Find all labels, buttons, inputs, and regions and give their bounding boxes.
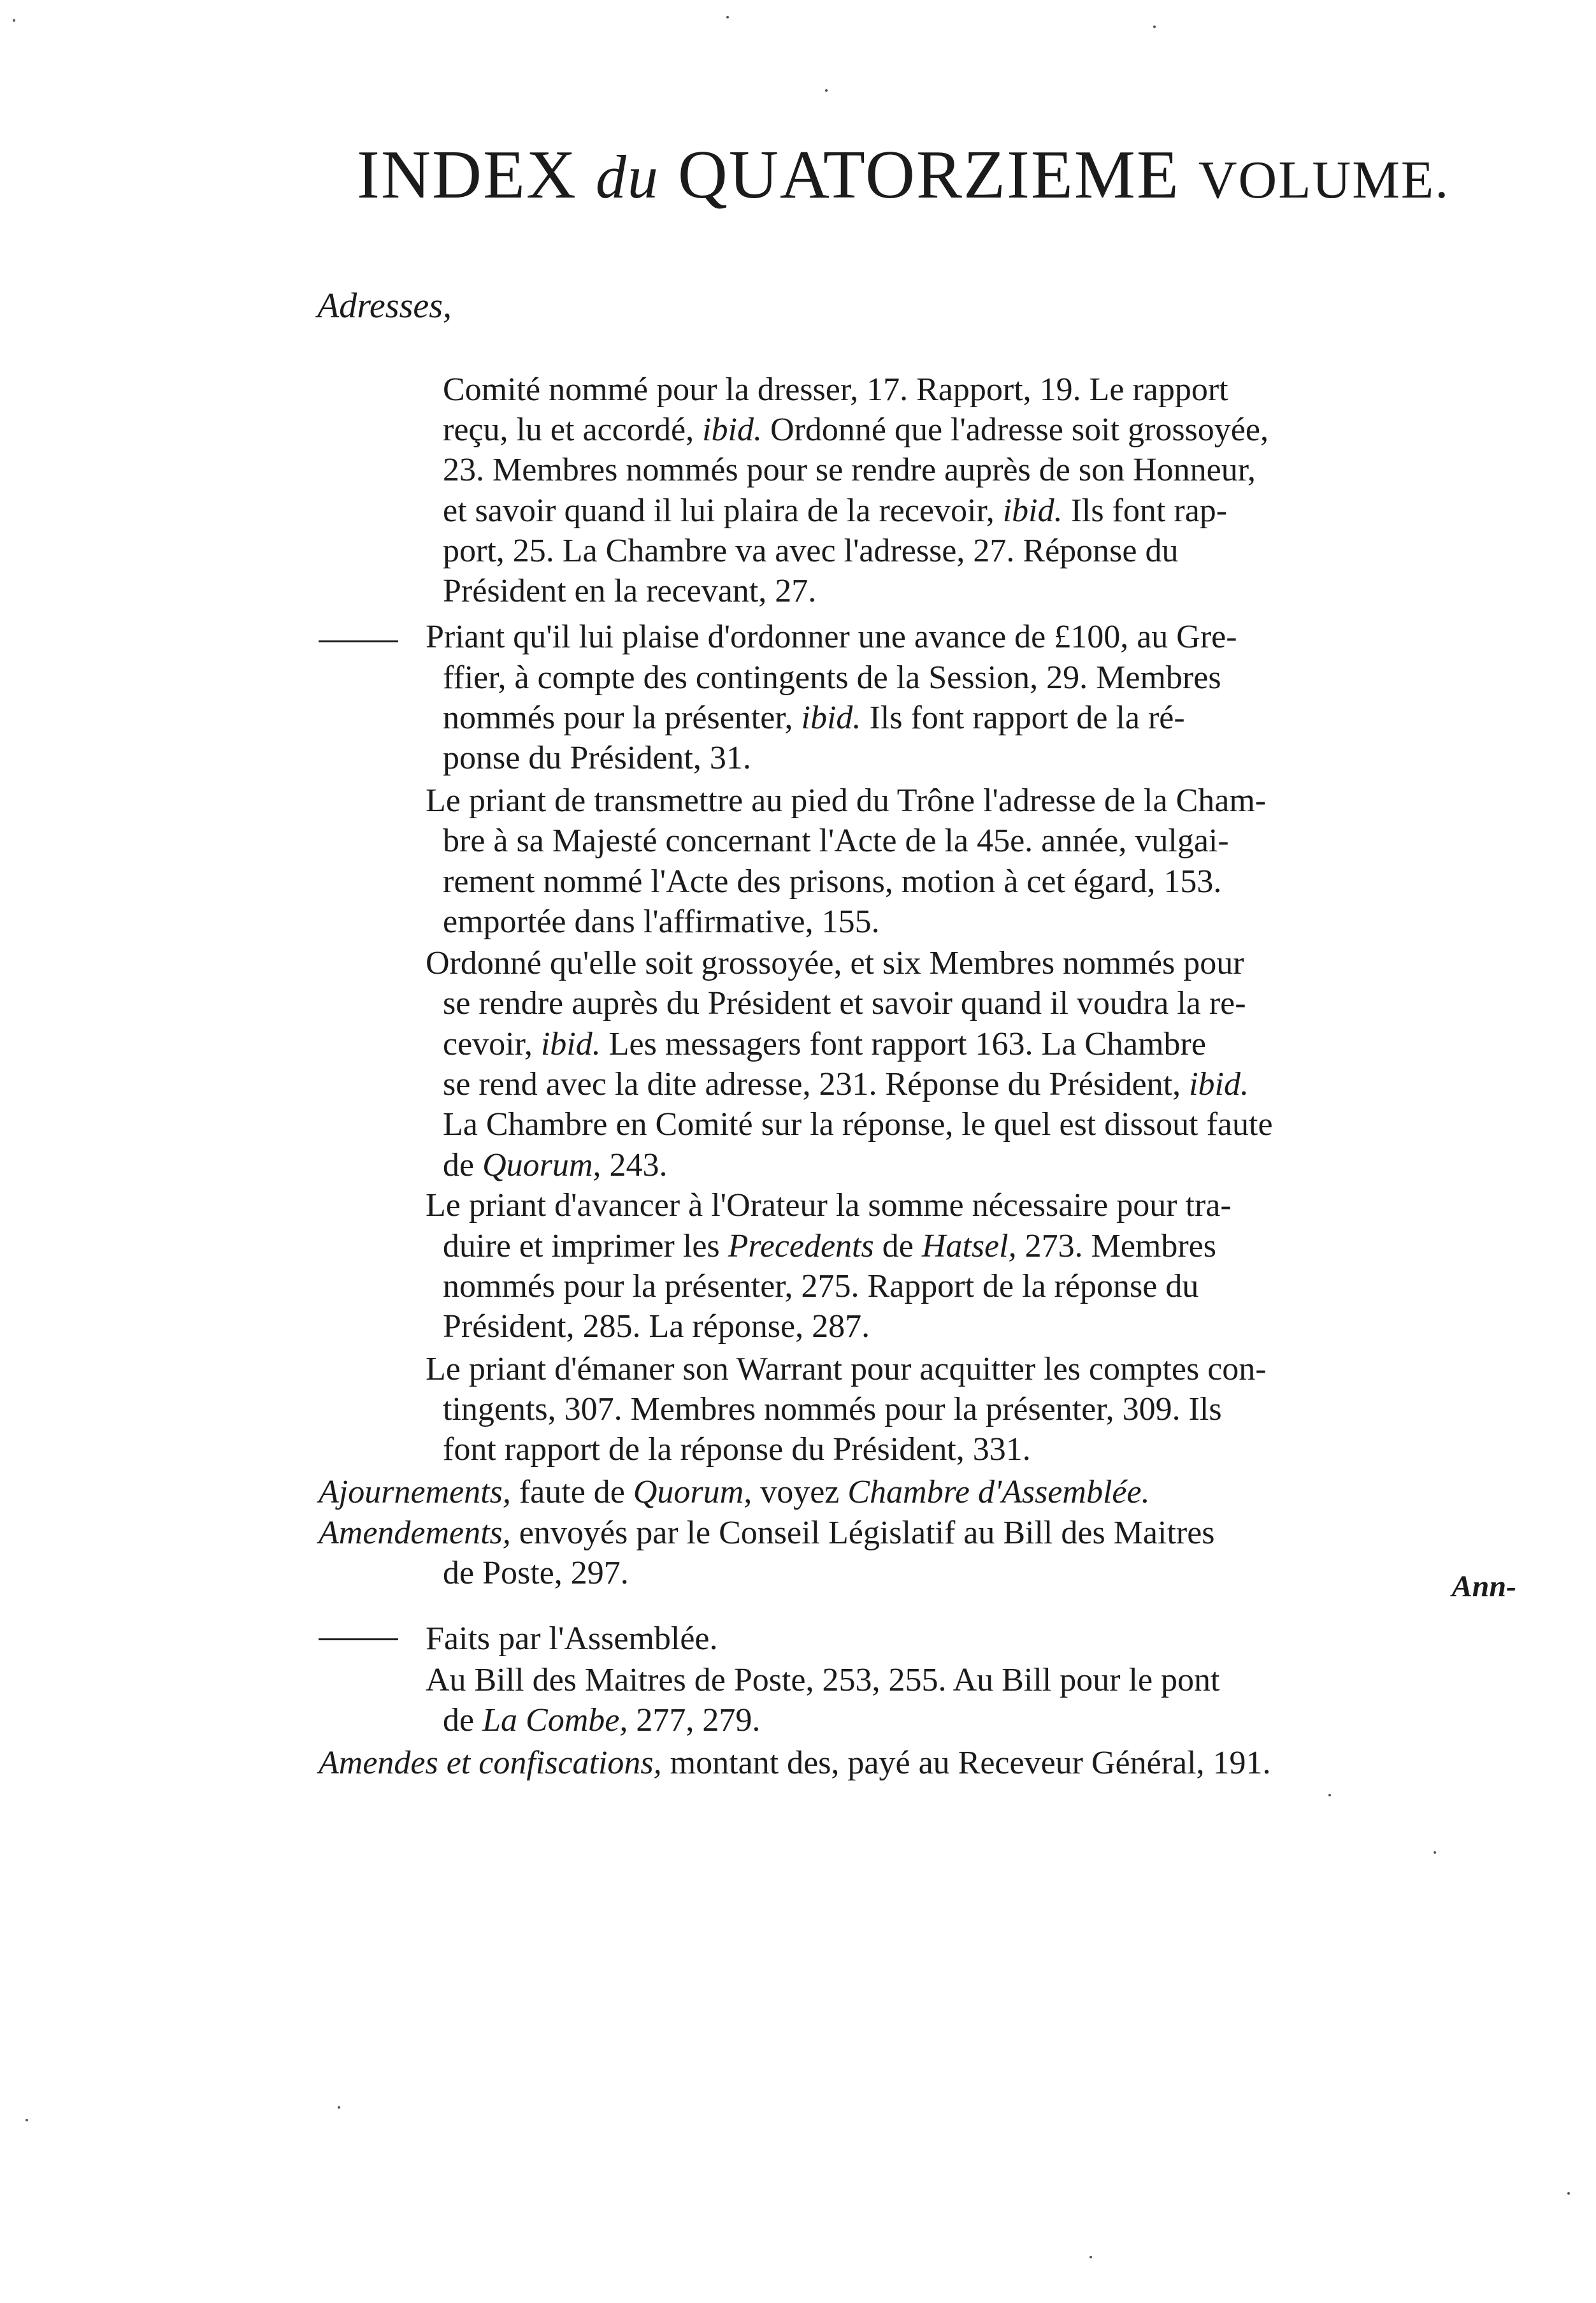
line-text: Priant qu'il lui plaise d'ordonner une avance de £100, au Gre- — [426, 619, 1237, 655]
line-text: nommés pour la présenter, — [443, 700, 802, 736]
index-line — [443, 491, 1227, 531]
index-line — [443, 1553, 629, 1594]
line-text: port, 25. La Chambre va avec l'adresse, 27. Réponse du — [443, 533, 1179, 569]
italic-term: Amendes et confiscations, — [319, 1745, 662, 1781]
index-line — [443, 698, 1185, 739]
paper-speck — [1153, 25, 1156, 28]
index-line — [443, 1306, 870, 1347]
line-text: de — [443, 1702, 483, 1738]
line-text: ffier, à compte des contingents de la Session, 29. Membres — [443, 660, 1221, 696]
line-text: duire et imprimer les — [443, 1228, 728, 1264]
line-text: de Poste, 297. — [443, 1555, 629, 1591]
line-text: Ils font rapport de la ré- — [861, 700, 1185, 736]
em-dash-rule — [319, 1638, 398, 1640]
line-text: ponse du Président, 31. — [443, 740, 751, 776]
index-line — [443, 1145, 667, 1186]
paper-speck — [338, 2106, 340, 2109]
index-line — [319, 1513, 1215, 1554]
line-text: de — [873, 1228, 922, 1264]
line-text: rement nommé l'Acte des prisons, motion à cet égard, 153. — [443, 863, 1222, 900]
line-text: La Chambre en Comité sur la réponse, le quel est dissout faute — [443, 1106, 1273, 1143]
index-line — [426, 781, 1266, 821]
italic-term: ibid. — [801, 700, 861, 736]
index-line — [426, 617, 1237, 658]
catchword: Ann- — [1451, 1570, 1516, 1603]
line-text: 273. Membres — [1016, 1228, 1216, 1264]
line-text: voyez — [752, 1474, 848, 1510]
italic-term: Chambre d'Assemblée. — [847, 1474, 1150, 1510]
index-line — [443, 1266, 1198, 1307]
line-text: font rapport de la réponse du Président, 331. — [443, 1431, 1031, 1468]
line-text: bre à sa Majesté concernant l'Acte de la 45e. année, vulgai- — [443, 823, 1229, 859]
index-line — [443, 1104, 1273, 1145]
italic-term: ibid. — [702, 412, 762, 448]
italic-term: Hatsel, — [921, 1228, 1017, 1264]
line-text: se rendre auprès du Président et savoir quand il voudra la re- — [443, 985, 1246, 1022]
index-line — [426, 1185, 1232, 1226]
entry-heading-adresses: Adresses, — [317, 286, 452, 326]
title-volume: VOLUME. — [1198, 150, 1450, 210]
line-text: se rend avec la dite adresse, 231. Réponse du Président, — [443, 1066, 1190, 1102]
line-text: et savoir quand il lui plaira de la recevoir, — [443, 493, 1003, 529]
index-line — [443, 1429, 1031, 1470]
index-line — [426, 1660, 1220, 1701]
index-line — [443, 862, 1221, 902]
title-index: INDEX — [357, 137, 577, 213]
italic-term: ibid. — [1189, 1066, 1249, 1102]
index-line — [443, 450, 1256, 491]
line-text: Comité nommé pour la dresser, 17. Rapport, 19. Le rapport — [443, 372, 1228, 408]
title-quatorzieme: QUATORZIEME — [677, 137, 1180, 213]
italic-term: Ajournements, — [319, 1474, 511, 1510]
line-text: Président en la recevant, 27. — [443, 573, 817, 609]
italic-term: Quorum, — [633, 1474, 752, 1510]
index-line — [443, 1024, 1206, 1065]
line-text: Ordonné que l'adresse soit grossoyée, — [762, 412, 1269, 448]
line-text: de — [443, 1147, 483, 1183]
page-title — [357, 134, 1535, 222]
index-line — [319, 1472, 1150, 1513]
line-text: nommés pour la présenter, 275. Rapport de la réponse du — [443, 1268, 1199, 1304]
line-text: Les messagers font rapport 163. La Chambre — [600, 1026, 1206, 1062]
line-text: Président, 285. La réponse, 287. — [443, 1308, 870, 1345]
paper-speck — [13, 19, 15, 22]
index-line — [443, 1389, 1222, 1430]
paper-speck — [1328, 1794, 1331, 1796]
index-line — [443, 902, 880, 942]
line-text: Le priant d'avancer à l'Orateur la somme nécessaire pour tra- — [426, 1187, 1232, 1224]
paper-speck — [1089, 2256, 1092, 2258]
index-line — [443, 983, 1246, 1024]
line-text: 277, 279. — [628, 1702, 761, 1738]
index-line — [443, 1064, 1249, 1105]
line-text: envoyés par le Conseil Législatif au Bill des Maitres — [510, 1515, 1215, 1551]
index-line — [443, 370, 1228, 410]
paper-speck — [1434, 1851, 1436, 1854]
line-text: Ils font rap- — [1062, 493, 1228, 529]
index-line — [426, 943, 1244, 984]
line-text: tingents, 307. Membres nommés pour la présenter, 309. Ils — [443, 1391, 1222, 1427]
paper-speck — [1567, 2192, 1570, 2195]
line-text: 243. — [601, 1147, 668, 1183]
index-line — [443, 658, 1221, 698]
line-text: 23. Membres nommés pour se rendre auprès de son Honneur, — [443, 452, 1256, 488]
index-line — [443, 410, 1269, 451]
index-line — [443, 1226, 1216, 1267]
index-line — [443, 531, 1178, 572]
line-text: Faits par l'Assemblée. — [426, 1621, 718, 1657]
index-line — [319, 1743, 1271, 1784]
italic-term: ibid. — [540, 1026, 601, 1062]
title-du: du — [595, 143, 659, 211]
index-line — [443, 1700, 760, 1741]
line-text: emportée dans l'affirmative, 155. — [443, 904, 880, 940]
paper-speck — [825, 89, 828, 92]
italic-term: Precedents — [728, 1228, 874, 1264]
line-text: Le priant de transmettre au pied du Trône l'adresse de la Cham- — [426, 783, 1267, 819]
index-line — [443, 821, 1229, 862]
italic-term: Quorum, — [482, 1147, 601, 1183]
line-text: cevoir, — [443, 1026, 541, 1062]
line-text: montant des, payé au Receveur Général, 191. — [661, 1745, 1271, 1781]
em-dash-rule — [319, 640, 398, 642]
index-line — [443, 571, 816, 612]
line-text: Le priant d'émaner son Warrant pour acquitter les comptes con- — [426, 1351, 1267, 1387]
line-text: faute de — [510, 1474, 633, 1510]
index-line — [426, 1349, 1267, 1390]
index-line — [426, 1619, 718, 1659]
paper-speck — [726, 16, 729, 18]
line-text: Ordonné qu'elle soit grossoyée, et six Membres nommés pour — [426, 945, 1244, 981]
italic-term: La Combe, — [482, 1702, 628, 1738]
index-line — [443, 738, 751, 779]
italic-term: Amendements, — [319, 1515, 511, 1551]
line-text: Au Bill des Maitres de Poste, 253, 255. Au Bill pour le pont — [426, 1662, 1220, 1698]
italic-term: ibid. — [1002, 493, 1063, 529]
paper-speck — [25, 2119, 28, 2121]
line-text: reçu, lu et accordé, — [443, 412, 703, 448]
